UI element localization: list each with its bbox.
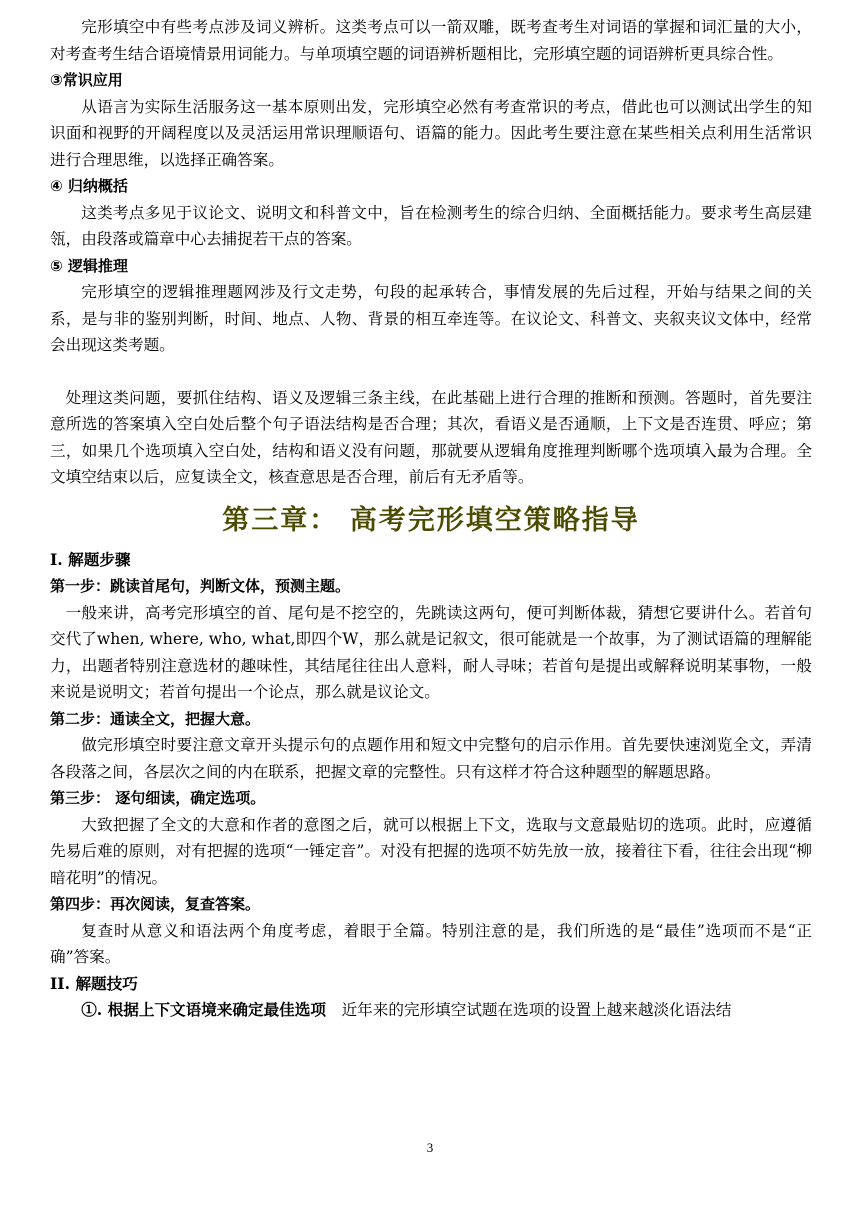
paragraph-summarize: 这类考点多见于议论文、说明文和科普文中，旨在检测考生的综合归纳、全面概括能力。要求考生高层建瓴，由段落或篇章中心去捕捉若干点的答案。 <box>50 203 812 248</box>
spacer <box>50 359 812 385</box>
heading-logic: ⑤ 逻辑推理 <box>50 256 128 275</box>
heading-solving-skills: II. 解题技巧 <box>50 973 138 993</box>
step3-title: 第三步： 逐句细读，确定选项。 <box>50 789 266 807</box>
tip1-title: ①. 根据上下文语境来确定最佳选项 <box>81 1000 326 1019</box>
step1-text: 一般来讲，高考完形填空的首、尾句是不挖空的，先跳读这两句，便可判断体裁，猜想它要讲什么。若首句交代了when, where, who, what,即四个W，那么就是记叙文，很可能就是一个故事，为了测试语篇的理解能力，出题者特别注意选材的趣味性，其结尾往往出人意料，耐人寻味；若首句是提出或解释说明某事物，一般来说是说明文；若首句提出一个论点，那么就是议论文。 <box>50 603 812 701</box>
heading-solving-steps: I. 解题步骤 <box>50 549 131 569</box>
step1-title: 第一步：跳读首尾句，判断文体，预测主题。 <box>50 577 351 595</box>
page-number: 3 <box>426 1140 434 1155</box>
step2-title: 第二步：通读全文，把握大意。 <box>50 709 261 728</box>
heading-summarize: ④ 归纳概括 <box>50 177 128 195</box>
tip1-paragraph <box>50 997 812 1024</box>
paragraph-word-discrimination: 完形填空中有些考点涉及词义辨析。这类考点可以一箭双雕，既考查考生对词语的掌握和词汇量的大小，对考查考生结合语境情景用词能力。与单项填空题的词语辨析题相比，完形填空题的词语辨析更具综合性。 <box>50 18 812 63</box>
step4-title: 第四步：再次阅读，复查答案。 <box>50 895 261 913</box>
document-page <box>50 14 812 1024</box>
paragraph-logic: 完形填空的逻辑推理题网涉及行文走势，句段的起承转合，事情发展的先后过程，开始与结果之间的关系，是与非的鉴别判断，时间、地点、人物、背景的相互牵连等。在议论文、科普文、夹叙夹议文体中，经常会出现这类考题。 <box>50 283 812 354</box>
paragraph-common-sense: 从语言为实际生活服务这一基本原则出发，完形填空必然有考查常识的考点，借此也可以测试出学生的知识面和视野的开阔程度以及灵活运用常识理顺语句、语篇的能力。因此考生要注意在某些相关点利用生活常识进行合理思维，以选择正确答案。 <box>50 97 812 169</box>
chapter-title: 第三章： 高考完形填空策略指导 <box>222 504 640 536</box>
step3-text: 大致把握了全文的大意和作者的意图之后，就可以根据上下文，选取与文意最贴切的选项。此时，应遵循先易后难的原则，对有把握的选项“一锤定音”。对没有把握的选项不妨先放一放，接着往下看，往往会出现“柳暗花明”的情况。 <box>50 815 812 887</box>
step4-text: 复查时从意义和语法两个角度考虑，着眼于全篇。特别注意的是，我们所选的是“最佳”选项而不是“正确”答案。 <box>50 921 812 966</box>
paragraph-handling: 处理这类问题，要抓住结构、语义及逻辑三条主线，在此基础上进行合理的推断和预测。答题时，首先要注意所选的答案填入空白处后整个句子语法结构是否合理；其次，看语义是否通顺，上下文是否连贯、呼应；第三，如果几个选项填入空白处，结构和语义没有问题，那就要从逻辑角度推理判断哪个选项填入最为合理。全文填空结束以后，应复读全文，核查意思是否合理，前后有无矛盾等。 <box>50 388 812 486</box>
tip1-text: 近年来的完形填空试题在选项的设置上越来越淡化语法结 <box>341 1001 732 1019</box>
step2-text: 做完形填空时要注意文章开头提示句的点题作用和短文中完整句的启示作用。首先要快速浏览全文，弄清各段落之间，各层次之间的内在联系，把握文章的完整性。只有这样才符合这种题型的解题思路。 <box>50 736 812 781</box>
heading-common-sense: ③常识应用 <box>50 71 123 89</box>
